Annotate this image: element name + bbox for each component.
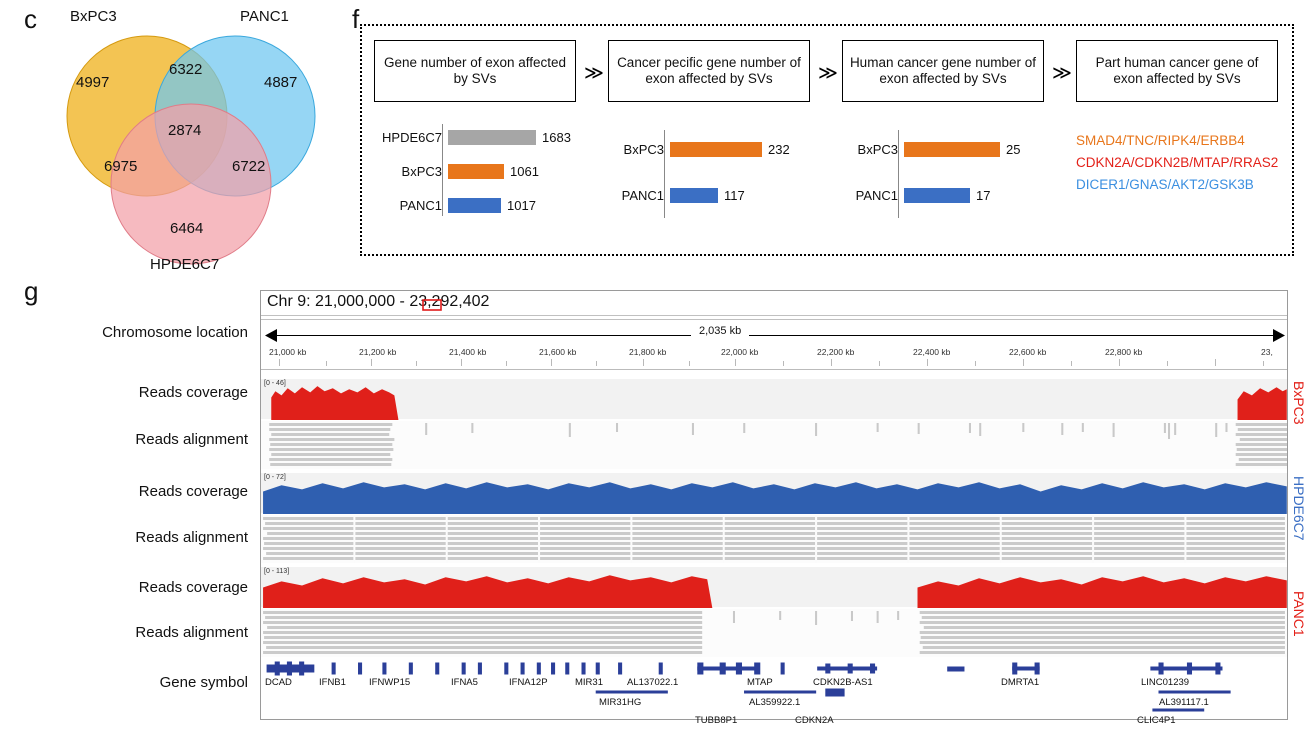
gene-label: AL359922.1 xyxy=(749,697,801,708)
bar-label: PANC1 xyxy=(621,187,664,203)
bar-label: BxPC3 xyxy=(857,141,898,157)
panel-g-letter: g xyxy=(24,276,39,306)
ruler-tick-label: 22,800 kb xyxy=(1105,347,1143,357)
bar-rect xyxy=(448,130,536,145)
venn-value-panc1-only: 4887 xyxy=(264,74,298,91)
ruler-tick-label: 21,000 kb xyxy=(269,347,307,357)
venn-diagram xyxy=(42,8,342,276)
sample-label-panc1: PANC1 xyxy=(1291,591,1307,637)
row-label-reads-coverage-1: Reads coverage xyxy=(138,384,248,401)
bar-rect xyxy=(670,188,718,203)
gene-label: IFNWP15 xyxy=(369,677,411,688)
coverage-range-1: [0 - 46] xyxy=(264,380,286,387)
bar-value: 25 xyxy=(1006,141,1021,157)
flow-arrow-1-icon: ≫ xyxy=(584,63,601,84)
header-divider-2 xyxy=(261,319,1287,320)
alignment-reads-panc1 xyxy=(261,609,1287,657)
coverage-track-bxpc3 xyxy=(261,379,1287,419)
bar-rect xyxy=(904,188,970,203)
panel-f-letter: f xyxy=(352,4,360,34)
venn-label-bxpc3: BxPC3 xyxy=(70,8,117,25)
row-label-reads-alignment-1: Reads alignment xyxy=(135,431,248,448)
venn-value-hpde-only: 6464 xyxy=(170,220,204,237)
bar-axis-3 xyxy=(898,130,899,218)
span-arrow-right-icon xyxy=(1271,329,1285,342)
bar-value: 1017 xyxy=(507,197,536,213)
panel-c xyxy=(24,4,354,274)
bar-chart-2 xyxy=(608,138,823,218)
gene-label: DMRTA1 xyxy=(1001,677,1040,688)
bar-label: BxPC3 xyxy=(401,163,442,179)
panel-f xyxy=(352,4,1302,272)
span-axis-line xyxy=(271,335,1279,336)
venn-value-bxpc3-only: 4997 xyxy=(76,74,110,91)
bar-value: 1683 xyxy=(542,129,571,145)
bar-chart-1 xyxy=(374,126,589,228)
gene-list-1: SMAD4/TNC/RIPK4/ERBB4 xyxy=(1076,133,1245,148)
flow-step-1: Gene number of exon affected by SVs xyxy=(374,40,576,102)
gene-label: LINC01239 xyxy=(1141,677,1190,688)
flow-step-2: Cancer pecific gene number of exon affected by SVs xyxy=(608,40,810,102)
bar-label: PANC1 xyxy=(855,187,898,203)
gene-track xyxy=(261,661,1287,726)
gene-label: IFNA12P xyxy=(509,677,548,688)
gene-models-svg xyxy=(261,661,1287,717)
ruler-tick-label: 22,000 kb xyxy=(721,347,759,357)
bar-row xyxy=(842,138,1057,160)
bar-label: PANC1 xyxy=(399,197,442,213)
sample-label-bxpc3: BxPC3 xyxy=(1291,381,1307,425)
venn-value-panc1-hpde: 6722 xyxy=(232,158,266,175)
bar-axis-1 xyxy=(442,124,443,216)
ruler-tick-label: 21,600 kb xyxy=(539,347,577,357)
coverage-track-panc1 xyxy=(261,567,1287,607)
alignment-reads-bxpc3 xyxy=(261,421,1287,469)
alignment-reads-hpde6c7 xyxy=(261,515,1287,563)
gene-label: AL391117.1 xyxy=(1159,697,1209,708)
row-label-reads-alignment-2: Reads alignment xyxy=(135,529,248,546)
flow-arrow-3-icon: ≫ xyxy=(1052,63,1069,84)
bar-rect xyxy=(670,142,762,157)
bar-row xyxy=(842,184,1057,206)
bar-row xyxy=(608,138,823,160)
gene-label: CDKN2B-AS1 xyxy=(813,677,873,688)
flow-step-4: Part human cancer gene of exon affected by SVs xyxy=(1076,40,1278,102)
gene-list-2: CDKN2A/CDKN2B/MTAP/RRAS2 xyxy=(1076,155,1279,170)
gene-label: CLIC4P1 xyxy=(1137,715,1176,726)
genome-browser-track[interactable] xyxy=(260,290,1307,726)
gene-label: TUBB8P1 xyxy=(695,715,738,726)
venn-value-all-three: 2874 xyxy=(168,122,202,139)
ruler-tick-label: 23, xyxy=(1261,347,1273,357)
span-label: 2,035 kb xyxy=(691,325,749,337)
row-label-reads-coverage-2: Reads coverage xyxy=(138,483,248,500)
coverage-plot-panc1 xyxy=(261,567,1287,608)
ruler-tick-label: 22,600 kb xyxy=(1009,347,1047,357)
coverage-plot-hpde6c7 xyxy=(261,473,1287,514)
locus-text: Chr 9: 21,000,000 - 23,292,402 xyxy=(267,293,490,310)
gene-label: IFNA5 xyxy=(451,677,478,688)
bar-row xyxy=(374,194,589,216)
ruler-tick-label: 21,400 kb xyxy=(449,347,487,357)
venn-label-hpde6c7: HPDE6C7 xyxy=(150,256,220,273)
gene-label: AL137022.1 xyxy=(627,677,679,688)
row-label-reads-alignment-3: Reads alignment xyxy=(135,624,248,641)
span-arrow-left-icon xyxy=(265,329,279,342)
bar-rect xyxy=(904,142,1000,157)
venn-label-panc1: PANC1 xyxy=(240,8,289,25)
bar-chart-3 xyxy=(842,138,1057,218)
ruler-tick-label: 21,800 kb xyxy=(629,347,667,357)
bar-axis-2 xyxy=(664,130,665,218)
chromosome-ideogram-marker-icon xyxy=(421,297,451,315)
bar-value: 17 xyxy=(976,187,991,203)
bar-rect xyxy=(448,198,501,213)
header-divider xyxy=(261,315,1287,316)
bar-row xyxy=(374,126,589,148)
bar-value: 232 xyxy=(768,141,790,157)
gene-label: MIR31 xyxy=(575,677,603,688)
gene-label: IFNB1 xyxy=(319,677,346,688)
coverage-range-3: [0 - 113] xyxy=(264,568,290,575)
bar-value: 1061 xyxy=(510,163,539,179)
gene-label: MTAP xyxy=(747,677,773,688)
sample-label-hpde6c7: HPDE6C7 xyxy=(1291,476,1307,541)
alignment-track-panc1 xyxy=(261,609,1287,657)
ruler-tick-label: 22,200 kb xyxy=(817,347,855,357)
row-label-reads-coverage-3: Reads coverage xyxy=(138,579,248,596)
flow-step-3: Human cancer gene number of exon affected by SVs xyxy=(842,40,1044,102)
row-label-chromosome-location: Chromosome location xyxy=(102,324,248,341)
gene-list-3: DICER1/GNAS/AKT2/GSK3B xyxy=(1076,177,1254,192)
alignment-track-hpde6c7 xyxy=(261,515,1287,563)
venn-value-bxpc3-panc1: 6322 xyxy=(169,61,203,78)
row-label-gene-symbol: Gene symbol xyxy=(159,674,248,691)
ruler-tick-label: 21,200 kb xyxy=(359,347,397,357)
bar-rect xyxy=(448,164,504,179)
coverage-plot-bxpc3 xyxy=(261,379,1287,420)
panel-f-dotted-border xyxy=(360,24,1294,256)
gene-label: MIR31HG xyxy=(599,697,642,708)
bar-label: BxPC3 xyxy=(623,141,664,157)
bar-row xyxy=(374,160,589,182)
alignment-track-bxpc3 xyxy=(261,421,1287,469)
panel-g xyxy=(24,276,1307,726)
ruler xyxy=(261,347,1287,367)
bar-value: 117 xyxy=(724,187,745,203)
flow-arrow-2-icon: ≫ xyxy=(818,63,835,84)
panel-c-letter: c xyxy=(24,4,37,34)
coverage-range-2: [0 - 72] xyxy=(264,474,286,481)
gene-label: DCAD xyxy=(265,677,292,688)
gene-label: CDKN2A xyxy=(795,715,834,726)
ruler-tick-label: 22,400 kb xyxy=(913,347,951,357)
bar-row xyxy=(608,184,823,206)
bar-label: HPDE6C7 xyxy=(382,129,442,145)
coverage-track-hpde6c7 xyxy=(261,473,1287,513)
venn-value-bxpc3-hpde: 6975 xyxy=(104,158,138,175)
ruler-divider xyxy=(261,369,1287,370)
